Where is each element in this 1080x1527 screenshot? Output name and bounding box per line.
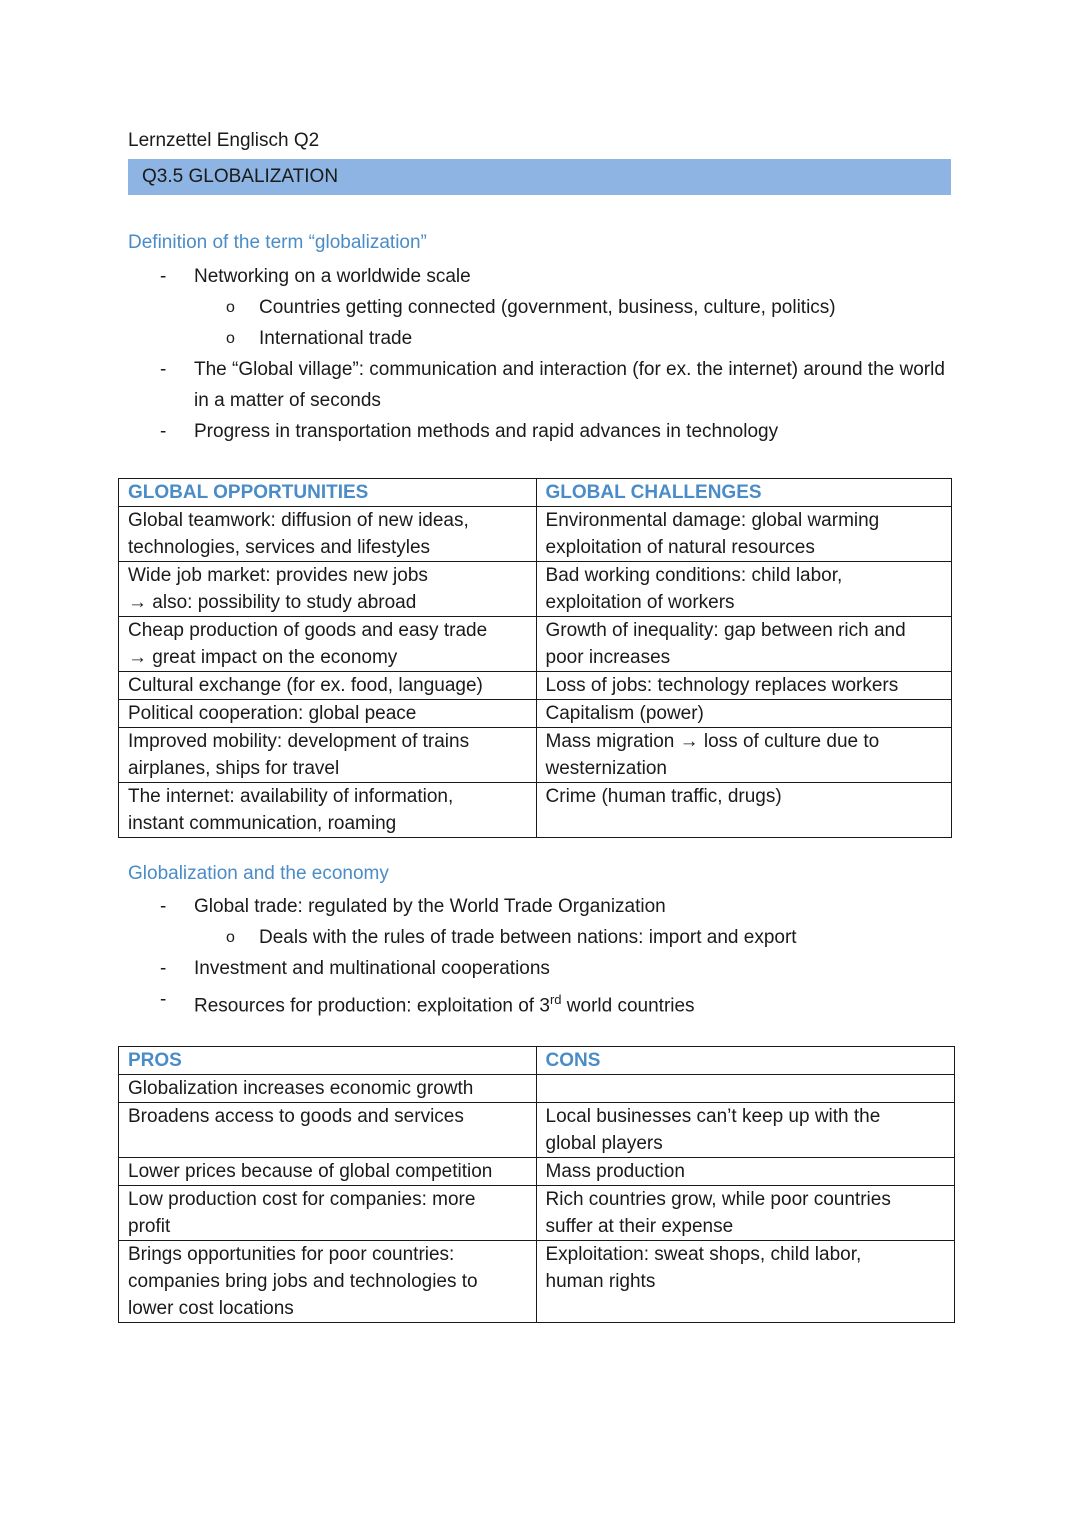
cell-line: Low production cost for companies: more <box>128 1189 476 1210</box>
right-cell <box>536 617 951 672</box>
right-cell <box>536 562 951 617</box>
left-cell <box>119 1075 537 1103</box>
bullet-text: Networking on a worldwide scale <box>194 266 471 287</box>
left-cell <box>119 700 537 728</box>
table-row <box>119 700 952 728</box>
cell-line: Crime (human traffic, drugs) <box>545 786 782 807</box>
sub-bullet-text: International trade <box>259 328 413 349</box>
table-row <box>119 1075 955 1103</box>
sub-bullet-item <box>160 292 960 323</box>
cell-line: → great impact on the economy <box>128 647 398 668</box>
circle-bullet-marker: o <box>226 929 235 946</box>
cell-line: airplanes, ships for travel <box>128 758 340 779</box>
cell-line: Cultural exchange (for ex. food, language) <box>128 675 483 696</box>
table-row <box>119 1103 955 1158</box>
cell-line: exploitation of natural resources <box>545 537 815 558</box>
table-header-row <box>119 479 952 507</box>
left-cell <box>119 1241 537 1323</box>
right-cell <box>536 728 951 783</box>
table-row <box>119 672 952 700</box>
cell-line: global players <box>545 1133 663 1154</box>
left-cell <box>119 507 537 562</box>
dash-bullet-marker: - <box>160 896 167 917</box>
table-row <box>119 507 952 562</box>
cell-line: companies bring jobs and technologies to <box>128 1271 478 1292</box>
document-header: Lernzettel Englisch Q2 <box>128 130 320 151</box>
bullet-item <box>160 261 960 292</box>
dash-bullet-marker: - <box>160 958 167 979</box>
cell-line: Political cooperation: global peace <box>128 703 417 724</box>
cell-line: Local businesses can’t keep up with the <box>545 1106 881 1127</box>
left-cell <box>119 1186 537 1241</box>
table-row <box>119 562 952 617</box>
right-cell <box>536 783 951 838</box>
left-column-header: GLOBAL OPPORTUNITIES <box>119 479 537 507</box>
table-row <box>119 1158 955 1186</box>
cell-line: Growth of inequality: gap between rich and <box>545 620 906 641</box>
circle-bullet-marker: o <box>226 330 235 347</box>
cell-line: westernization <box>545 758 667 779</box>
definition-bullet-list <box>160 261 960 447</box>
cell-line: → also: possibility to study abroad <box>128 592 417 613</box>
dash-bullet-marker: - <box>160 989 167 1010</box>
opportunities-challenges-table <box>118 478 952 838</box>
bullet-text: Investment and multinational cooperations <box>194 958 550 979</box>
bullet-text: Global trade: regulated by the World Trade Organization <box>194 896 666 917</box>
cell-line: Lower prices because of global competition <box>128 1161 493 1182</box>
cell-line: Wide job market: provides new jobs <box>128 565 428 586</box>
bullet-item <box>160 354 960 416</box>
right-column-header: GLOBAL CHALLENGES <box>536 479 951 507</box>
left-column-header: PROS <box>119 1047 537 1075</box>
sub-bullet-text: Deals with the rules of trade between nations: import and export <box>259 927 797 948</box>
left-cell <box>119 562 537 617</box>
table-header-row <box>119 1047 955 1075</box>
economy-bullet-list <box>160 891 960 1021</box>
cell-line: Capitalism (power) <box>545 703 704 724</box>
economy-heading: Globalization and the economy <box>128 863 389 884</box>
right-column-header: CONS <box>536 1047 955 1075</box>
bullet-item <box>160 984 960 1021</box>
cell-line: suffer at their expense <box>545 1216 734 1237</box>
definition-heading: Definition of the term “globalization” <box>128 232 427 253</box>
cell-line: Mass migration → loss of culture due to <box>545 731 880 752</box>
cell-line: exploitation of workers <box>545 592 735 613</box>
sub-bullet-text: Countries getting connected (government, business, culture, politics) <box>259 297 836 318</box>
bullet-text: Progress in transportation methods and rapid advances in technology <box>194 421 779 442</box>
left-cell <box>119 783 537 838</box>
cell-line: instant communication, roaming <box>128 813 397 834</box>
cell-line: Exploitation: sweat shops, child labor, <box>545 1244 862 1265</box>
cell-line: Brings opportunities for poor countries: <box>128 1244 455 1265</box>
cell-line: Bad working conditions: child labor, <box>545 565 843 586</box>
dash-bullet-marker: - <box>160 421 167 442</box>
right-cell <box>536 672 951 700</box>
cell-line: lower cost locations <box>128 1298 294 1319</box>
cell-line: Global teamwork: diffusion of new ideas, <box>128 510 469 531</box>
bullet-item <box>160 953 960 984</box>
sub-bullet-item <box>160 922 960 953</box>
table-row <box>119 728 952 783</box>
cell-line: profit <box>128 1216 171 1237</box>
cell-line: Globalization increases economic growth <box>128 1078 474 1099</box>
cell-line: Mass production <box>545 1161 685 1182</box>
cell-line: Cheap production of goods and easy trade <box>128 620 488 641</box>
right-cell <box>536 1158 955 1186</box>
pros-cons-table <box>118 1046 955 1323</box>
bullet-text: The “Global village”: communication and interaction (for ex. the internet) around the world in a matter of seconds <box>194 359 945 411</box>
right-cell <box>536 1186 955 1241</box>
circle-bullet-marker: o <box>226 299 235 316</box>
bullet-item <box>160 416 960 447</box>
dash-bullet-marker: - <box>160 266 167 287</box>
right-cell <box>536 507 951 562</box>
cell-line: Loss of jobs: technology replaces workers <box>545 675 899 696</box>
superscript: rd <box>549 992 562 1007</box>
cell-line: human rights <box>545 1271 656 1292</box>
table-row <box>119 783 952 838</box>
page-title: Q3.5 GLOBALIZATION <box>128 159 951 195</box>
right-cell <box>536 700 951 728</box>
cell-line: Environmental damage: global warming <box>545 510 880 531</box>
bullet-item <box>160 891 960 922</box>
left-cell <box>119 728 537 783</box>
cell-line: Improved mobility: development of trains <box>128 731 470 752</box>
table-row <box>119 617 952 672</box>
cell-line: Broadens access to goods and services <box>128 1106 464 1127</box>
left-cell <box>119 1158 537 1186</box>
bullet-text: Resources for production: exploitation of 3rd world countries <box>194 992 695 1017</box>
left-cell <box>119 617 537 672</box>
cell-line: technologies, services and lifestyles <box>128 537 431 558</box>
left-cell <box>119 1103 537 1158</box>
right-cell <box>536 1103 955 1158</box>
sub-bullet-item <box>160 323 960 354</box>
dash-bullet-marker: - <box>160 359 167 380</box>
table-row <box>119 1186 955 1241</box>
table-row <box>119 1241 955 1323</box>
cell-line: Rich countries grow, while poor countries <box>545 1189 891 1210</box>
right-cell <box>536 1241 955 1323</box>
cell-line: poor increases <box>545 647 671 668</box>
right-cell <box>536 1075 955 1103</box>
left-cell <box>119 672 537 700</box>
cell-line: The internet: availability of information, <box>128 786 454 807</box>
